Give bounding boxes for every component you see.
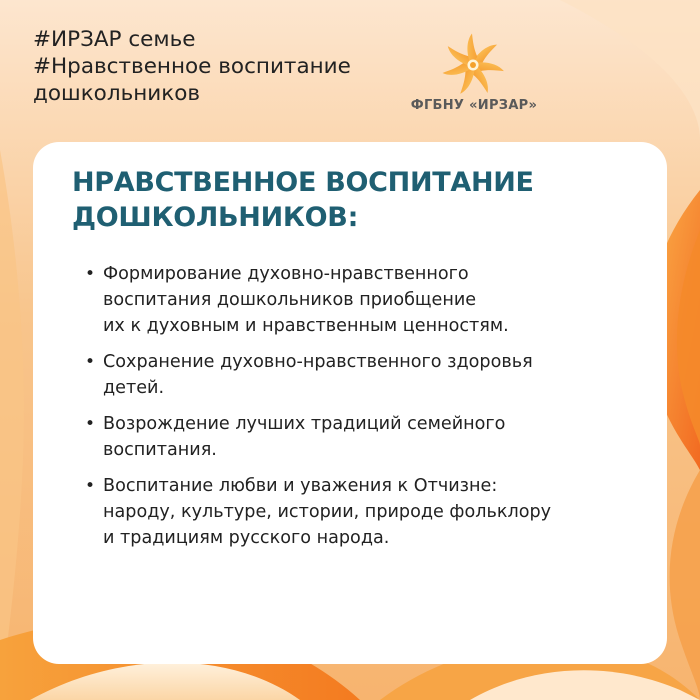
bullet-icon: • (85, 352, 96, 372)
content-card (33, 142, 667, 664)
hashtag-line[interactable]: #Нравственное воспитание (33, 54, 351, 79)
list-item-line: Возрождение лучших традиций семейного (103, 414, 506, 434)
bullet-icon: • (85, 264, 96, 284)
bullet-list (85, 261, 655, 561)
list-item (85, 261, 655, 339)
list-item (85, 473, 655, 551)
list-item-line: Воспитание любви и уважения к Отчизне: (103, 476, 498, 496)
list-item-line: и традициям русского народа. (103, 528, 390, 548)
list-item-line: воспитания дошкольников приобщение (103, 290, 477, 310)
card-title-line: ДОШКОЛЬНИКОВ: (72, 202, 359, 233)
list-item-line: Сохранение духовно-нравственного здоровья (103, 352, 533, 372)
bullet-icon: • (85, 414, 96, 434)
list-item-line: их к духовным и нравственным ценностям. (103, 316, 509, 336)
list-item-line: детей. (103, 378, 165, 398)
list-item (85, 349, 655, 401)
hashtags-block (33, 26, 351, 107)
list-item-line: народу, культуре, истории, природе фольклору (103, 502, 552, 522)
list-item-line: воспитания. (103, 440, 217, 460)
bullet-icon: • (85, 476, 96, 496)
list-item (85, 411, 655, 463)
organization-name: ФГБНУ «ИРЗАР» (410, 98, 538, 113)
card-title-line: НРАВСТВЕННОЕ ВОСПИТАНИЕ (72, 167, 534, 198)
hashtag-line[interactable]: #ИРЗАР семье (33, 27, 196, 52)
spiral-flower-logo-icon (433, 28, 513, 102)
hashtag-line: дошкольников (33, 81, 201, 106)
list-item-line: Формирование духовно-нравственного (103, 264, 469, 284)
organization-logo (404, 28, 544, 128)
card-title (72, 165, 652, 235)
